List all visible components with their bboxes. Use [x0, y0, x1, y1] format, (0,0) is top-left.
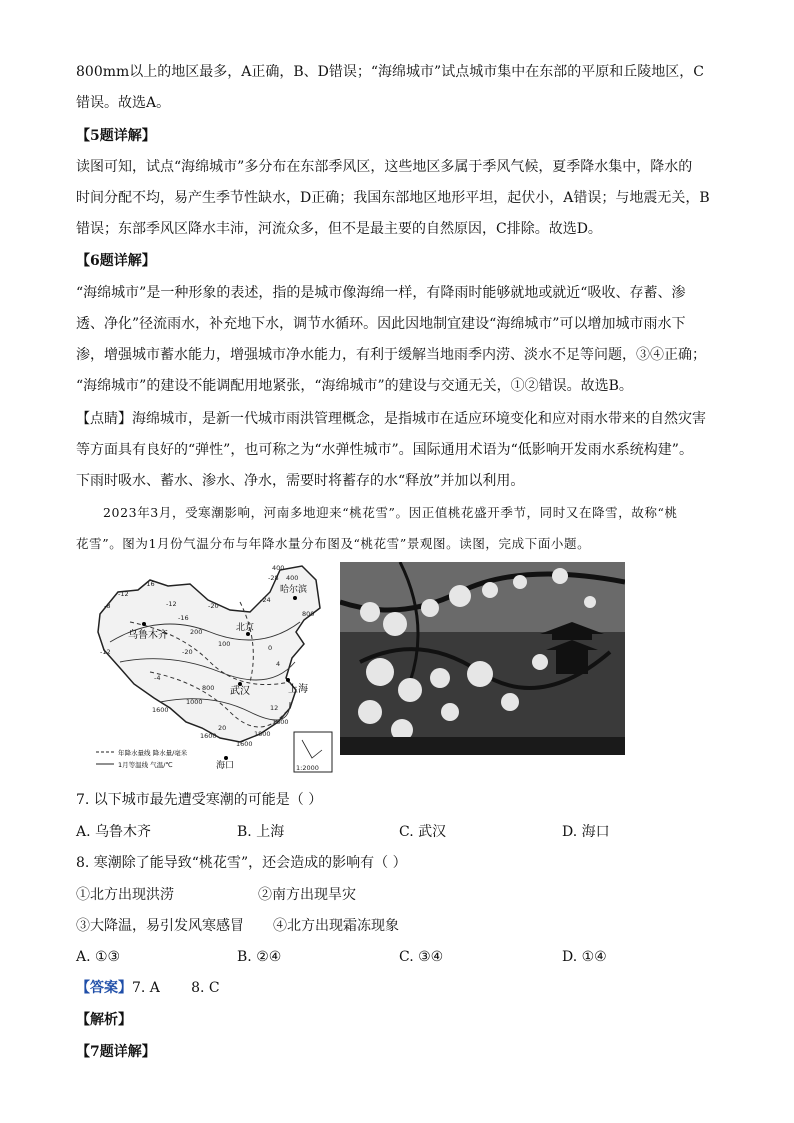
- jiexi-heading: 【解析】: [76, 1012, 132, 1028]
- text-line: 下雨时吸水、蓄水、渗水、净水，需要时将蓄存的水“释放”并加以利用。: [76, 473, 525, 489]
- map-number: -28: [268, 574, 279, 582]
- map-number: 4: [276, 660, 281, 668]
- map-city-label: 武汉: [230, 686, 250, 697]
- map-legend-precip: 年降水量线 降水量/毫米: [118, 749, 188, 757]
- map-number: -24: [260, 596, 271, 604]
- text-line: 读图可知，试点“海绵城市”多分布在东部季风区，这些地区多属于季风气候，夏季降水集中，降水的: [76, 159, 693, 175]
- map-number: -16: [178, 614, 189, 622]
- section-heading-6: 【6题详解】: [76, 253, 156, 269]
- text-line: 错误。故选A。: [76, 95, 171, 111]
- map-number: 12: [270, 704, 279, 712]
- question-7: 7. 以下城市最先遭受寒潮的可能是（ ）: [76, 792, 323, 808]
- q7-option-a[interactable]: A. 乌鲁木齐: [76, 824, 152, 840]
- answer-line: [76, 978, 726, 998]
- map-city-label: 北京: [236, 623, 255, 633]
- map-number: -12: [100, 648, 111, 656]
- text-line: 渗，增强城市蓄水能力，增强城市净水能力，有利于缓解当地雨季内涝、淡水不足等问题，③④正确；: [76, 347, 706, 363]
- map-number: 0: [268, 644, 273, 652]
- map-number: 800: [302, 610, 315, 618]
- map-city-label: 上海: [288, 684, 308, 695]
- text-line: “海绵城市”的建设不能调配用地紧张，“海绵城市”的建设与交通无关，①②错误。故选B。: [76, 378, 633, 394]
- q8-option-b[interactable]: B. ②④: [237, 949, 282, 965]
- q8-statement: ③大降温，易引发风寒感冒: [76, 918, 244, 934]
- text-line: 时间分配不均，易产生季节性缺水，D正确；我国东部地区地形平坦，起伏小，A错误；与地震无关，B: [76, 190, 710, 206]
- map-number: 200: [190, 628, 203, 636]
- q8-statement: ④北方出现霜冻现象: [273, 918, 399, 934]
- answer-tag: 【答案】: [76, 980, 132, 996]
- map-number: 1600: [200, 732, 217, 740]
- answer-values: 7. A 8. C: [132, 980, 220, 996]
- question-intro: 2023年3月，受寒潮影响，河南多地迎来“桃花雪”。因正值桃花盛开季节，同时又在降雪，故称“桃: [103, 505, 678, 520]
- map-number: -20: [208, 602, 219, 610]
- map-number: -20: [182, 648, 193, 656]
- map-number: 1600: [272, 718, 289, 726]
- map-number: 1600: [152, 706, 169, 714]
- text-line: 错误；东部季风区降水丰沛，河流众多，但不是最主要的自然原因，C排除。故选D。: [76, 221, 602, 237]
- map-number: 1000: [186, 698, 203, 706]
- map-number: 1800: [254, 730, 271, 738]
- map-city-label: 海口: [216, 761, 235, 771]
- text-line: 透、净化”径流雨水，补充地下水，调节水循环。因此因地制宜建设“海绵城市”可以增加城市雨水下: [76, 316, 686, 332]
- question-intro: 花雪”。图为1月份气温分布与年降水量分布图及“桃花雪”景观图。读图，完成下面小题。: [76, 536, 591, 551]
- question-8: 8. 寒潮除了能导致“桃花雪”，还会造成的影响有（ ）: [76, 855, 407, 871]
- text-line: 等方面具有良好的“弹性”，也可称之为“水弹性城市”。国际通用术语为“低影响开发雨水系统构建”。: [76, 442, 693, 458]
- china-climate-map: [90, 562, 340, 774]
- q8-statement: ①北方出现洪涝: [76, 887, 174, 903]
- map-number: 20: [218, 724, 227, 732]
- map-number: 1600: [236, 740, 253, 748]
- map-number: 400: [272, 564, 285, 572]
- map-number: -12: [166, 600, 177, 608]
- q8-option-d[interactable]: D. ①④: [562, 949, 607, 965]
- q8-option-c[interactable]: C. ③④: [399, 949, 444, 965]
- q7-option-b[interactable]: B. 上海: [237, 824, 285, 840]
- map-number: 800: [202, 684, 215, 692]
- figure-map-and-photo: [90, 562, 620, 774]
- q8-statement: ②南方出现旱灾: [258, 887, 356, 903]
- q7-option-d[interactable]: D. 海口: [562, 824, 610, 840]
- q8-option-a[interactable]: A. ①③: [76, 949, 121, 965]
- map-number: -4: [154, 674, 161, 682]
- section-heading-5: 【5题详解】: [76, 128, 156, 144]
- map-number: -12: [118, 590, 129, 598]
- map-city-label: 乌鲁木齐: [128, 630, 168, 641]
- map-number: -8: [104, 602, 111, 610]
- map-city-label: 哈尔滨: [280, 585, 308, 595]
- map-number: 400: [286, 574, 299, 582]
- map-number: 1:2000: [296, 764, 319, 772]
- section-heading-7: 【7题详解】: [76, 1044, 156, 1060]
- q7-option-c[interactable]: C. 武汉: [399, 824, 447, 840]
- text-line: “海绵城市”是一种形象的表述，指的是城市像海绵一样，有降雨时能够就地或就近“吸收、存蓄、渗: [76, 285, 686, 301]
- text-line: 800mm以上的地区最多，A正确，B、D错误；“海绵城市”试点城市集中在东部的平原和丘陵地区，C: [76, 64, 704, 80]
- peach-snow-photo: [340, 562, 625, 755]
- dianjing-paragraph: 【点睛】海绵城市，是新一代城市雨洪管理概念，是指城市在适应环境变化和应对雨水带来的自然灾害: [76, 411, 706, 427]
- map-number: -16: [144, 580, 155, 588]
- map-number: 100: [218, 640, 231, 648]
- map-legend-temp: 1月等温线 气温/℃: [118, 761, 173, 769]
